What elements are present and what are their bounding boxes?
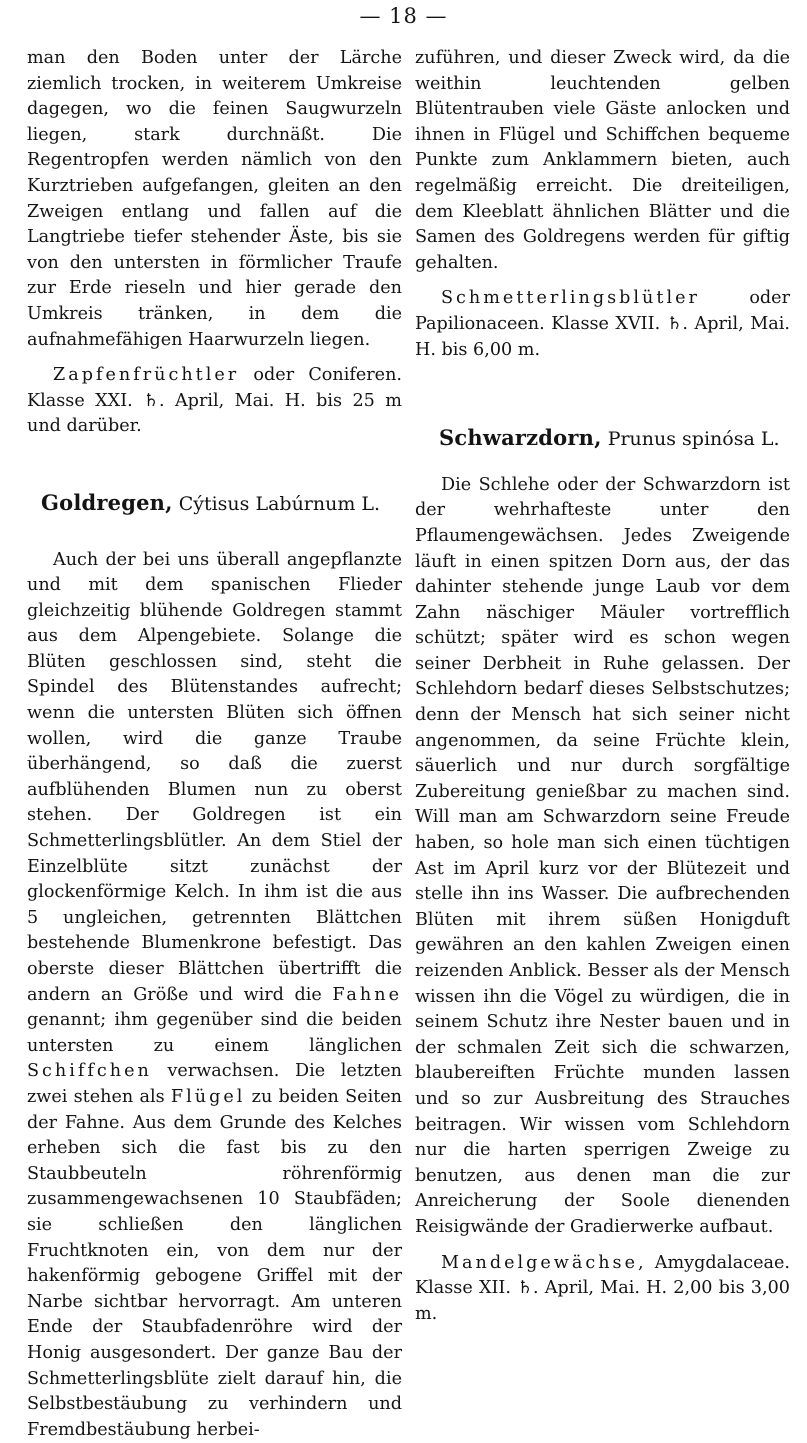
heading-latin: Prunus spinósa L.: [608, 428, 780, 450]
schwarzdorn-paragraph: Die Schlehe oder der Schwarzdorn ist der wehrhafteste unter den Pflaumengewächsen. Jedes Zweigende läuft in einen spitzen Dorn aus, der das dahinter stehende junge Laub vor dem Zahn näschiger Mäuler vortrefflich schützt; später wird es schon wegen seiner Derbheit in Ruhe gelassen. Der Schlehdorn bedarf dieses Selbstschutzes; denn der Mensch hat sich seiner nicht angenommen, da seine Früchte klein, säuerlich und nur durch sorgfältige Zubereitung genießbar zu machen sind. Will man am Schwarzdorn seine Freude haben, so hole man sich einen tüchtigen Ast im April kurz vor der Blütezeit und stelle ihn ins Wasser. Die aufbrechenden Blüten mit ihrem süßen Honigduft gewähren an den kahlen Zweigen einen reizenden Anblick. Besser als der Mensch wissen ihn die Vögel zu würdigen, die in seinem Schutz ihre Nester bauen und in der schmalen Zeit sich die schwarzen, blaubereiften Früchte munden lassen und so zur Ausbreitung des Strauches beitragen. Wir wissen vom Schlehdorn nur die harten sperrigen Zweige zu benutzen, aus denen man die zur Anreicherung der Soole dienenden Reisigwände der Gradierwerke aufbaut.: [415, 473, 790, 1241]
classification-papilionaceae: [415, 286, 790, 363]
continuation-paragraph: zuführen, und dieser Zweck wird, da die weithin leuchtenden gelben Blütentrauben viele Gäste anlocken und ihnen in Flügel und Schiffchen bequeme Punkte zum Anklammern bieten, auch regelmäßig erreicht. Die dreiteiligen, dem Kleeblatt ähnlichen Blätter und die Samen des Goldregens werden für giftig gehalten.: [415, 46, 790, 276]
paragraph-text: zu beiden Seiten der Fahne. Aus dem Grunde des Kelches erheben sich die fast bis zu den Staubbeuteln röhrenförmig zusammengewachsenen 10 Staubfäden; sie schließen den länglichen Fruchtknoten ein, von dem nur der hakenförmig gebogene Griffel mit der Narbe sichtbar hervorragt. Am unteren Ende der Staubfadenröhre wird der Honig ausgesondert. Der ganze Bau der Schmetterlingsblüte zielt darauf hin, die Selbstbestäubung zu verhindern und Fremdbestäubung herbei-: [27, 1087, 402, 1440]
paragraph-text: verwachsen. Die letzten zwei stehen als: [27, 1061, 402, 1107]
right-column: [415, 46, 790, 1327]
heading-german: Schwarzdorn,: [439, 425, 602, 450]
spaced-term: Schiffchen: [27, 1061, 152, 1081]
heading-latin: Cýtisus Labúrnum L.: [179, 493, 380, 515]
classification-text: oder Coniferen. Klasse XXI. ♄. April, Mai. H. bis 25 m und darüber.: [27, 365, 402, 436]
classification-text: oder Papilionaceen. Klasse XVII. ♄. April, Mai. H. bis 6,00 m.: [415, 288, 790, 359]
section-heading-goldregen: [41, 490, 402, 518]
spaced-term: Mandelgewächse,: [441, 1253, 647, 1273]
spaced-term: Fahne: [332, 985, 402, 1005]
goldregen-paragraph: [27, 548, 402, 1443]
paragraph-text: Auch der bei uns überall angepflanzte und mit dem spanischen Flieder gleichzeitig blühende Goldregen stammt aus dem Alpengebiete. Solange die Blüten geschlossen sind, steht die Spindel des Blütenstandes aufrecht; wenn die untersten Blüten sich öffnen wollen, wird die ganze Traube überhängend, so daß die zuerst aufblühenden Blumen nun zu oberst stehen. Der Goldregen ist ein Schmetterlingsblütler. An dem Stiel der Einzelblüte sitzt zunächst der glockenförmige Kelch. In ihm ist die aus 5 ungleichen, getrennten Blättchen bestehende Blumenkrone befestigt. Das oberste dieser Blättchen übertrifft die andern an Größe und wird die: [27, 550, 402, 1005]
left-column: [27, 46, 402, 1443]
paragraph-text: genannt; ihm gegenüber sind die beiden untersten zu einem länglichen: [27, 1010, 402, 1056]
lead-paragraph-larch: man den Boden unter der Lärche ziemlich trocken, in weiterem Umkreise dagegen, wo die feinen Saugwurzeln liegen, stark durchnäßt. Die Regentropfen werden nämlich von den Kurztrieben aufgefangen, gleiten an den Zweigen entlang und fallen auf die Langtriebe tiefer stehender Äste, bis sie von den untersten in förmlicher Traufe zur Erde rieseln und hier gerade den Umkreis tränken, in dem die aufnahmefähigen Haarwurzeln liegen.: [27, 46, 402, 353]
heading-german: Goldregen,: [41, 490, 173, 515]
classification-conifers: [27, 363, 402, 440]
classification-text: Amygdalaceae. Klasse XII. ♄. April, Mai. H. 2,00 bis 3,00 m.: [415, 1253, 790, 1324]
classification-amygdalaceae: [415, 1251, 790, 1328]
spaced-term: Flügel: [171, 1087, 245, 1107]
spaced-term: Zapfenfrüchtler: [53, 365, 239, 385]
page-number: — 18 —: [0, 4, 807, 28]
section-heading-schwarzdorn: [439, 425, 790, 453]
spaced-term: Schmetterlingsblütler: [441, 288, 700, 308]
